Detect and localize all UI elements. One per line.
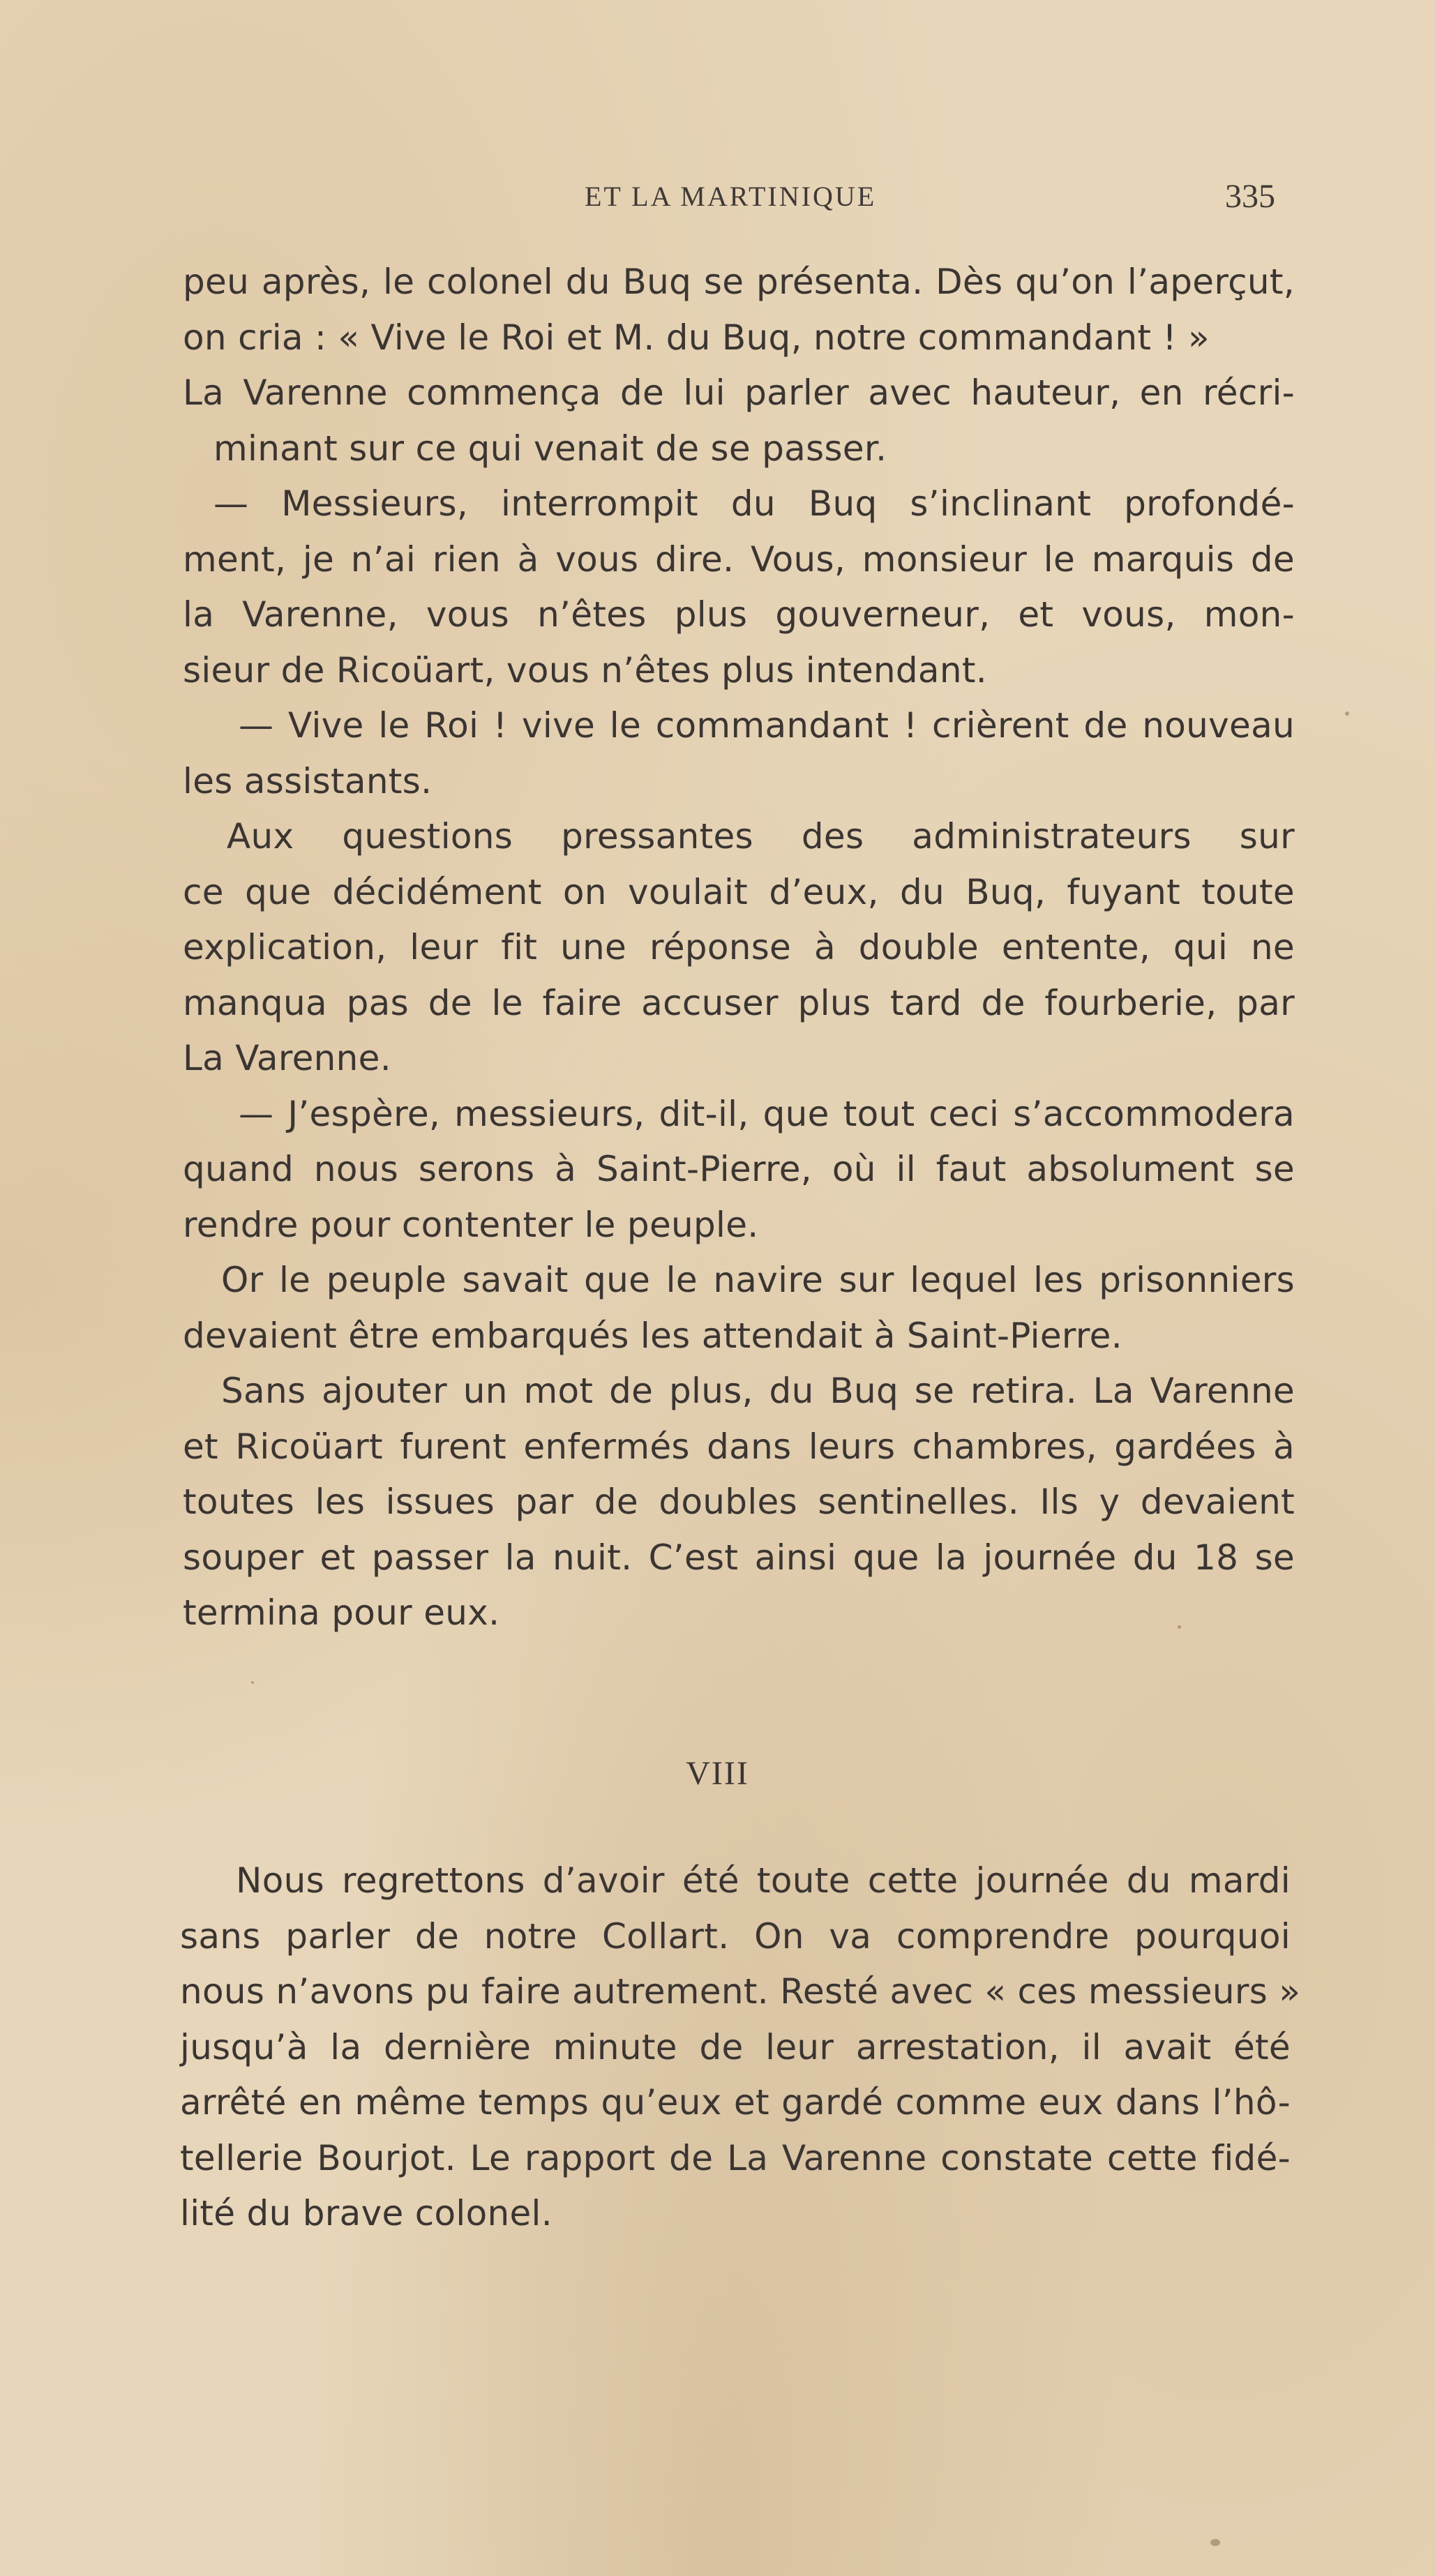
text-line: termina pour eux. — [183, 1592, 500, 1633]
text-line: Aux questions pressantes des administrateurs sur — [227, 816, 1295, 857]
running-title: ET LA MARTINIQUE — [585, 181, 877, 212]
text-line: quand nous serons à Saint-Pierre, où il faut absolument se — [183, 1149, 1295, 1189]
text-line: nous n’avons pu faire autrement. Resté avec « ces messieurs » — [180, 1971, 1301, 2012]
text-line: — J’espère, messieurs, dit-il, que tout ceci s’accommodera — [239, 1093, 1295, 1134]
text-line: Nous regrettons d’avoir été toute cette journée du mardi — [236, 1860, 1291, 1901]
text-line: la Varenne, vous n’êtes plus gouverneur, et vous, mon- — [183, 594, 1295, 635]
text-line: minant sur ce qui venait de se passer. — [213, 428, 887, 469]
text-line: — Messieurs, interrompit du Buq s’inclinant profondé- — [213, 483, 1295, 524]
paper-speck — [251, 1681, 254, 1684]
text-line: La Varenne. — [183, 1038, 391, 1078]
text-line: ce que décidément on voulait d’eux, du Buq, fuyant toute — [183, 871, 1295, 912]
text-line: Sans ajouter un mot de plus, du Buq se retira. La Varenne — [221, 1371, 1295, 1411]
text-line: devaient être embarqués les attendait à Saint-Pierre. — [183, 1315, 1122, 1356]
text-line: manqua pas de le faire accuser plus tard de fourberie, par — [183, 982, 1295, 1023]
text-line: explication, leur fit une réponse à double entente, qui ne — [183, 927, 1295, 967]
body-text — [183, 255, 1295, 1641]
section-heading: VIII — [686, 1755, 749, 1792]
text-line: toutes les issues par de doubles sentinelles. Ils y devaient — [183, 1482, 1295, 1522]
text-line: rendre pour contenter le peuple. — [183, 1204, 759, 1245]
text-line: on cria : « Vive le Roi et M. du Buq, notre commandant ! » — [183, 317, 1210, 358]
text-line: jusqu’à la dernière minute de leur arrestation, il avait été — [180, 2026, 1291, 2067]
text-line: La Varenne commença de lui parler avec hauteur, en récri- — [183, 372, 1295, 413]
text-line: ment, je n’ai rien à vous dire. Vous, monsieur le marquis de — [183, 538, 1295, 580]
page-number: 335 — [1225, 178, 1275, 215]
running-head — [585, 180, 1275, 222]
text-line: sans parler de notre Collart. On va comprendre pourquoi — [180, 1915, 1291, 1957]
text-line: et Ricoüart furent enfermés dans leurs chambres, gardées à — [183, 1426, 1295, 1467]
paper-speck — [1210, 2539, 1220, 2546]
text-line: souper et passer la nuit. C’est ainsi que la journée du 18 se — [183, 1537, 1295, 1578]
section-text — [180, 1853, 1301, 2242]
text-line: Or le peuple savait que le navire sur lequel les prisonniers — [221, 1260, 1295, 1300]
text-line: les assistants. — [183, 760, 433, 801]
text-line: arrêté en même temps qu’eux et gardé comme eux dans l’hô- — [180, 2082, 1291, 2123]
text-line: lité du brave colonel. — [180, 2193, 553, 2234]
paper-speck — [1178, 1625, 1181, 1629]
text-line: sieur de Ricoüart, vous n’êtes plus intendant. — [183, 649, 987, 691]
text-line: peu après, le colonel du Buq se présenta. Dès qu’on l’aperçut, — [183, 262, 1295, 302]
paper-speck — [1345, 711, 1349, 716]
text-line: — Vive le Roi ! vive le commandant ! crièrent de nouveau — [239, 705, 1295, 746]
text-line: tellerie Bourjot. Le rapport de La Varenne constate cette fidé- — [180, 2137, 1291, 2178]
